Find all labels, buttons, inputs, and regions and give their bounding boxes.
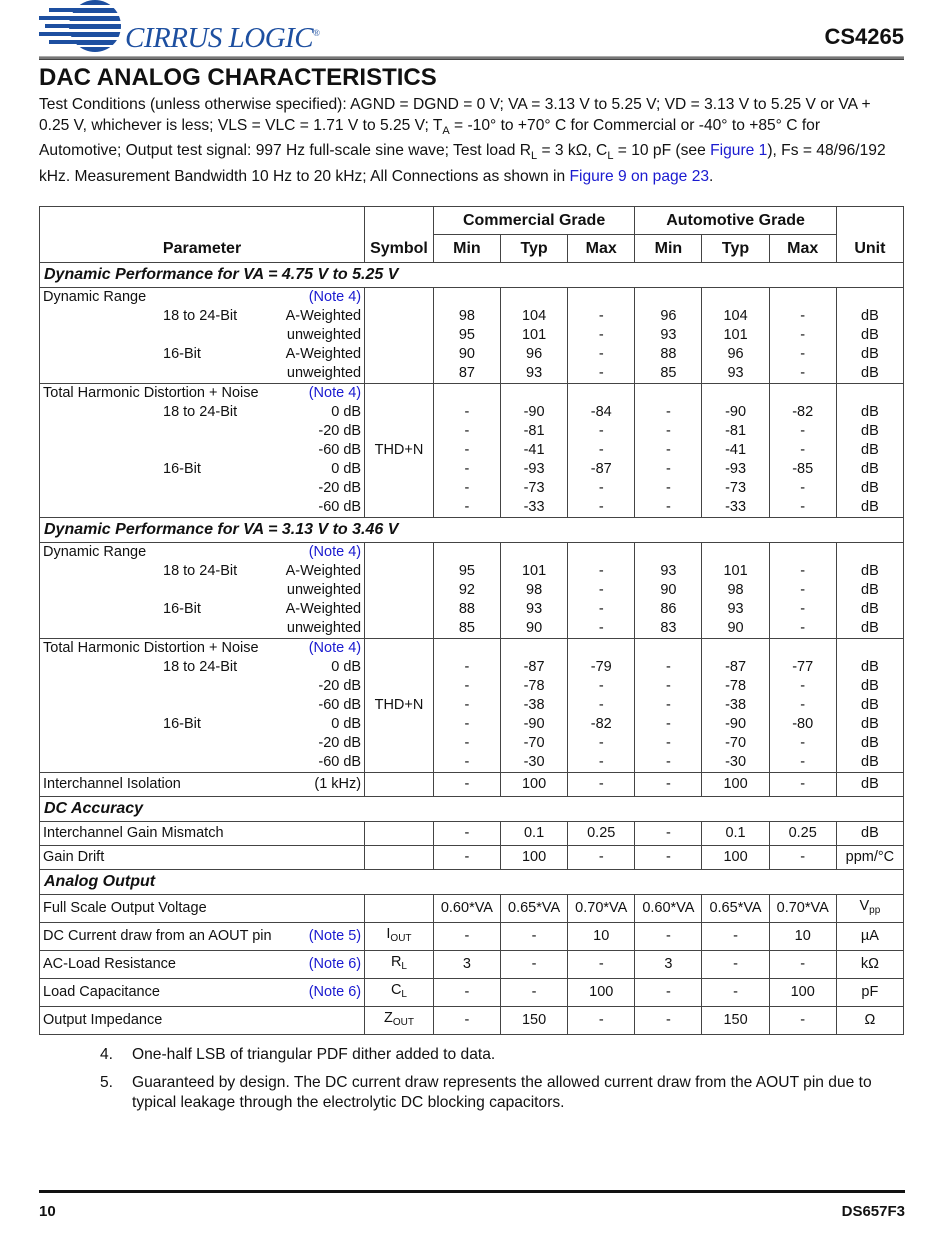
commercial-max: - bbox=[568, 773, 635, 797]
cirrus-logic-logo bbox=[39, 0, 339, 56]
commercial-min: 95 92 88 85 bbox=[433, 543, 500, 639]
automotive-max: - - - - bbox=[769, 543, 836, 639]
unit-cell: Ω bbox=[836, 1007, 903, 1035]
automotive-typ: -87 -78 -38 -90 -70 -30 bbox=[702, 639, 769, 773]
automotive-min: - - - - - - bbox=[635, 639, 702, 773]
unit-cell: dB dB dB dB dB dB bbox=[836, 639, 903, 773]
commercial-typ: 101 98 93 90 bbox=[501, 543, 568, 639]
unit-cell: dB dB dB dB bbox=[836, 288, 903, 384]
section-header: Dynamic Performance for VA = 3.13 V to 3.46 V bbox=[40, 518, 904, 543]
table-row-output-impedance bbox=[40, 1007, 904, 1035]
table-row-ac-load-resistance bbox=[40, 951, 904, 979]
col-header-min: Min bbox=[635, 235, 702, 263]
commercial-typ: -90 -81 -41 -93 -73 -33 bbox=[501, 384, 568, 518]
unit-cell: dB bbox=[836, 822, 903, 846]
cirrus-logic-striped-globe-icon bbox=[39, 0, 129, 52]
param-cell: Total Harmonic Distortion + Noise (Note 4) 18 to 24-Bit 0 dB -20 dB -60 dB 16-Bit 0 dB -20 dB -60 dB bbox=[40, 384, 365, 518]
note-6-link[interactable]: (Note 6) bbox=[308, 956, 362, 972]
section-header: Analog Output bbox=[40, 870, 904, 895]
table-row-dynamic-range bbox=[40, 288, 904, 384]
section-header: DC Accuracy bbox=[40, 797, 904, 822]
commercial-max: 10 bbox=[568, 923, 635, 951]
automotive-min: - bbox=[635, 773, 702, 797]
commercial-max: - bbox=[568, 846, 635, 870]
param-cell: Load Capacitance (Note 6) bbox=[40, 979, 365, 1007]
commercial-min: - bbox=[433, 1007, 500, 1035]
automotive-typ: -90 -81 -41 -93 -73 -33 bbox=[702, 384, 769, 518]
commercial-min: 98 95 90 87 bbox=[433, 288, 500, 384]
table-row-load-capacitance bbox=[40, 979, 904, 1007]
symbol-cell bbox=[365, 846, 434, 870]
automotive-max: - bbox=[769, 773, 836, 797]
table-row-full-scale-output-voltage bbox=[40, 895, 904, 923]
symbol-cell bbox=[365, 288, 434, 384]
automotive-min: 93 90 86 83 bbox=[635, 543, 702, 639]
col-header-automotive-grade: Automotive Grade bbox=[635, 207, 836, 235]
commercial-max: - - - - bbox=[568, 288, 635, 384]
param-cell: Dynamic Range (Note 4) 18 to 24-Bit A-Weighted unweighted 16-Bit A-Weighted unweighted bbox=[40, 543, 365, 639]
note-4-link[interactable]: (Note 4) bbox=[308, 385, 362, 401]
automotive-min: - - - - - - bbox=[635, 384, 702, 518]
header-row-1 bbox=[40, 207, 904, 235]
commercial-min: - - - - - - bbox=[433, 384, 500, 518]
commercial-min: - bbox=[433, 923, 500, 951]
symbol-cell: $C_L$ bbox=[365, 979, 434, 1007]
commercial-max: 100 bbox=[568, 979, 635, 1007]
automotive-min: 0.60*VA bbox=[635, 895, 702, 923]
page-title: DAC ANALOG CHARACTERISTICS bbox=[39, 64, 437, 91]
commercial-typ: 150 bbox=[501, 1007, 568, 1035]
automotive-max: - bbox=[769, 951, 836, 979]
table-row-thdn bbox=[40, 639, 904, 773]
commercial-typ: - bbox=[501, 923, 568, 951]
automotive-min: - bbox=[635, 979, 702, 1007]
commercial-min: - bbox=[433, 979, 500, 1007]
unit-cell: pF bbox=[836, 979, 903, 1007]
param-cell: Total Harmonic Distortion + Noise (Note 4) 18 to 24-Bit 0 dB -20 dB -60 dB 16-Bit 0 dB -20 dB -60 dB bbox=[40, 639, 365, 773]
col-header-commercial-grade: Commercial Grade bbox=[433, 207, 634, 235]
commercial-max: 0.25 bbox=[568, 822, 635, 846]
symbol-cell bbox=[365, 773, 434, 797]
param-cell: DC Current draw from an AOUT pin (Note 5) bbox=[40, 923, 365, 951]
symbol-cell: $R_L$ bbox=[365, 951, 434, 979]
commercial-min: 3 bbox=[433, 951, 500, 979]
commercial-max: - bbox=[568, 1007, 635, 1035]
automotive-max: - bbox=[769, 1007, 836, 1035]
automotive-typ: 150 bbox=[702, 1007, 769, 1035]
test-conditions: Test Conditions (unless otherwise specified): AGND = DGND = 0 V; VA = 3.13 V to 5.25 V; VD = 3.13 V to 5.25 V or VA + 0.25 V, whichever is less; VLS = VLC = 1.71 V to 5.25 V; $T_A = -10^\circ$ to +70° C for Commercial or -40° to +85° C for Automotive; Output test signal: 997 Hz full-scale sine wave; Test load $R_L = 3$ kΩ, $C_L = 10$ pF (see Figure 1), Fs = 48/96/192 kHz. Measurement Bandwidth 10 Hz to 20 kHz; All Connections as shown in Figure 9 on page 23. bbox=[39, 96, 886, 185]
commercial-min: - bbox=[433, 822, 500, 846]
automotive-max: - - - - bbox=[769, 288, 836, 384]
param-cell: Full Scale Output Voltage bbox=[40, 895, 365, 923]
param-cell: Output Impedance bbox=[40, 1007, 365, 1035]
automotive-typ: 0.65*VA bbox=[702, 895, 769, 923]
unit-cell: µA bbox=[836, 923, 903, 951]
figure-9-link[interactable]: Figure 9 on page 23 bbox=[569, 167, 710, 185]
automotive-typ: 104 101 96 93 bbox=[702, 288, 769, 384]
note-4-link[interactable]: (Note 4) bbox=[308, 640, 362, 656]
note-4-link[interactable]: (Note 4) bbox=[308, 544, 362, 560]
commercial-typ: 100 bbox=[501, 846, 568, 870]
unit-cell: ppm/°C bbox=[836, 846, 903, 870]
automotive-typ: 0.1 bbox=[702, 822, 769, 846]
commercial-min: - bbox=[433, 846, 500, 870]
commercial-min: 0.60*VA bbox=[433, 895, 500, 923]
commercial-max: - bbox=[568, 951, 635, 979]
table-row-gain-drift bbox=[40, 846, 904, 870]
commercial-max: 0.70*VA bbox=[568, 895, 635, 923]
note-4-link[interactable]: (Note 4) bbox=[308, 289, 362, 305]
col-header-symbol: Symbol bbox=[365, 207, 434, 263]
col-header-unit: Unit bbox=[836, 207, 903, 263]
commercial-max: - - - - bbox=[568, 543, 635, 639]
symbol-cell: THD+N bbox=[365, 384, 434, 518]
document-id: DS657F3 bbox=[841, 1203, 905, 1220]
footnote-4: 4. One-half LSB of triangular PDF dither added to data. bbox=[100, 1046, 496, 1063]
commercial-typ: - bbox=[501, 979, 568, 1007]
automotive-max: 10 bbox=[769, 923, 836, 951]
part-number: CS4265 bbox=[824, 24, 904, 49]
automotive-typ: 100 bbox=[702, 773, 769, 797]
symbol-cell: $I_{OUT}$ bbox=[365, 923, 434, 951]
header-divider bbox=[39, 56, 904, 60]
col-header-max: Max bbox=[769, 235, 836, 263]
brand-name: CIRRUS LOGIC® bbox=[125, 22, 320, 54]
commercial-typ: 104 101 96 93 bbox=[501, 288, 568, 384]
automotive-min: - bbox=[635, 822, 702, 846]
unit-cell: dB dB dB dB bbox=[836, 543, 903, 639]
commercial-typ: -87 -78 -38 -90 -70 -30 bbox=[501, 639, 568, 773]
section-header: Dynamic Performance for VA = 4.75 V to 5.25 V bbox=[40, 263, 904, 288]
automotive-typ: - bbox=[702, 979, 769, 1007]
table-row-dynamic-range bbox=[40, 543, 904, 639]
param-cell: Interchannel Isolation (1 kHz) bbox=[40, 773, 365, 797]
commercial-max: -84 - - -87 - - bbox=[568, 384, 635, 518]
dac-analog-characteristics-table bbox=[39, 206, 904, 1035]
param-cell: Gain Drift bbox=[40, 846, 365, 870]
automotive-typ: - bbox=[702, 923, 769, 951]
commercial-min: - bbox=[433, 773, 500, 797]
commercial-typ: 0.65*VA bbox=[501, 895, 568, 923]
automotive-max: 100 bbox=[769, 979, 836, 1007]
automotive-typ: - bbox=[702, 951, 769, 979]
symbol-cell: THD+N bbox=[365, 639, 434, 773]
automotive-min: 3 bbox=[635, 951, 702, 979]
unit-cell: dB dB dB dB dB dB bbox=[836, 384, 903, 518]
param-cell: Interchannel Gain Mismatch bbox=[40, 822, 365, 846]
col-header-typ: Typ bbox=[702, 235, 769, 263]
automotive-max: 0.70*VA bbox=[769, 895, 836, 923]
automotive-min: - bbox=[635, 923, 702, 951]
automotive-max: -82 - - -85 - - bbox=[769, 384, 836, 518]
page-number: 10 bbox=[39, 1203, 56, 1220]
col-header-min: Min bbox=[433, 235, 500, 263]
automotive-max: - bbox=[769, 846, 836, 870]
note-5-link[interactable]: (Note 5) bbox=[308, 928, 362, 944]
automotive-min: 96 93 88 85 bbox=[635, 288, 702, 384]
param-cell: Dynamic Range (Note 4) 18 to 24-Bit A-Weighted unweighted 16-Bit A-Weighted unweighted bbox=[40, 288, 365, 384]
param-cell: AC-Load Resistance (Note 6) bbox=[40, 951, 365, 979]
symbol-cell bbox=[365, 543, 434, 639]
symbol-cell: $Z_{OUT}$ bbox=[365, 1007, 434, 1035]
note-6-link[interactable]: (Note 6) bbox=[308, 984, 362, 1000]
automotive-min: - bbox=[635, 846, 702, 870]
table-row-thdn bbox=[40, 384, 904, 518]
symbol-cell bbox=[365, 895, 434, 923]
commercial-max: -79 - - -82 - - bbox=[568, 639, 635, 773]
footnote-5: 5. Guaranteed by design. The DC current draw represents the allowed current draw from the AOUT pin due to typical leakage through the electrolytic DC blocking capacitors. bbox=[100, 1074, 872, 1111]
col-header-typ: Typ bbox=[501, 235, 568, 263]
commercial-typ: 100 bbox=[501, 773, 568, 797]
col-header-max: Max bbox=[568, 235, 635, 263]
automotive-typ: 100 bbox=[702, 846, 769, 870]
unit-cell: $V_{pp}$ bbox=[836, 895, 903, 923]
table-row-dc-current-draw bbox=[40, 923, 904, 951]
table-row-gain-mismatch bbox=[40, 822, 904, 846]
footer-divider bbox=[39, 1190, 905, 1193]
table-row-interchannel-isolation bbox=[40, 773, 904, 797]
automotive-max: -77 - - -80 - - bbox=[769, 639, 836, 773]
commercial-typ: - bbox=[501, 951, 568, 979]
automotive-typ: 101 98 93 90 bbox=[702, 543, 769, 639]
unit-cell: dB bbox=[836, 773, 903, 797]
symbol-cell bbox=[365, 822, 434, 846]
commercial-min: - - - - - - bbox=[433, 639, 500, 773]
automotive-min: - bbox=[635, 1007, 702, 1035]
unit-cell: kΩ bbox=[836, 951, 903, 979]
footnotes bbox=[100, 1045, 905, 1121]
col-header-parameter: Parameter bbox=[40, 207, 365, 263]
figure-1-link[interactable]: Figure 1 bbox=[710, 142, 768, 160]
automotive-max: 0.25 bbox=[769, 822, 836, 846]
commercial-typ: 0.1 bbox=[501, 822, 568, 846]
